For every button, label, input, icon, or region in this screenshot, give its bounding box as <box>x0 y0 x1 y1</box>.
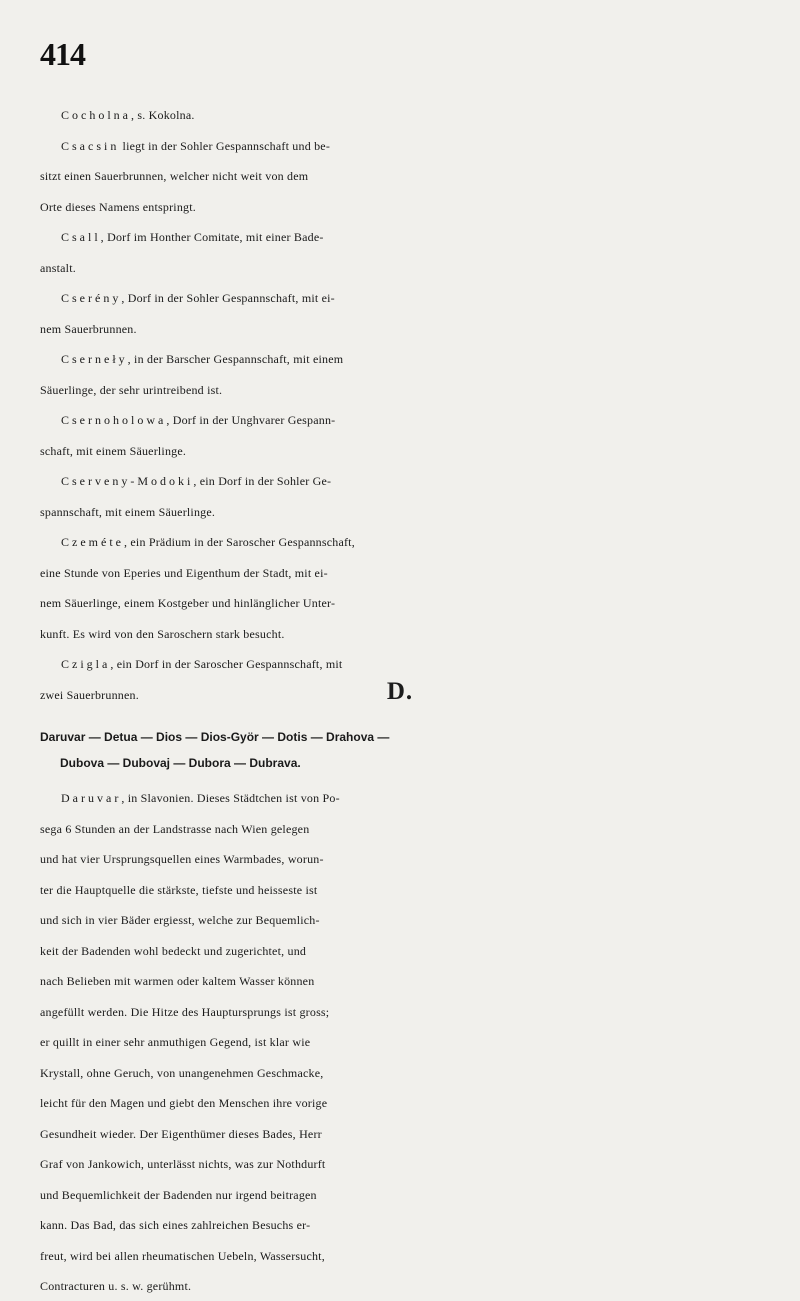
entry-text: leicht für den Magen und giebt den Menschen ihre vorige <box>40 1096 328 1110</box>
entry-text: sega 6 Stunden an der Landstrasse nach Wien gelegen <box>40 821 310 836</box>
text-line <box>0 497 800 527</box>
entry-text: kunft. Es wird von den Saroschern stark besucht. <box>40 626 285 641</box>
text-line <box>0 527 800 557</box>
entry-text: Orte dieses Namens entspringt. <box>40 199 196 214</box>
entry-headword: Cserény <box>61 291 122 305</box>
index-line: Dubova — Dubovaj — Dubora — Dubrava. <box>60 756 301 770</box>
text-line <box>0 100 800 130</box>
text-line <box>0 844 800 874</box>
entry-headword: Csacsin <box>61 138 120 153</box>
text-line <box>0 1210 800 1240</box>
entry-text: eine Stunde von Eperies und Eigenthum der Stadt, mit ei- <box>40 565 328 580</box>
text-line <box>0 222 800 252</box>
entry-text: Gesundheit wieder. Der Eigenthümer dieses Bades, Herr <box>40 1126 322 1141</box>
entry-text: , ein Prädium in der Saroscher Gespannschaft, <box>123 535 355 549</box>
text-line <box>0 936 800 966</box>
entry-text: nem Sauerbrunnen. <box>40 321 137 336</box>
text-line <box>0 619 800 649</box>
entry-text: , s. Kokolna. <box>131 108 195 122</box>
entry-text: Säuerlinge, der sehr urintreibend ist. <box>40 382 223 397</box>
text-line <box>0 436 800 466</box>
entry-text: freut, wird bei allen rheumatischen Uebeln, Wassersucht, <box>40 1248 325 1263</box>
entry-text: , Dorf im Honther Comitate, mit einer Bade- <box>100 230 324 244</box>
text-line <box>0 1088 800 1118</box>
entry-text: Contracturen u. s. w. gerühmt. <box>40 1279 192 1293</box>
entry-headword: Cocholna <box>61 108 131 122</box>
entry-text: , ein Dorf in der Saroscher Gespannschaft, mit <box>110 657 343 671</box>
text-line <box>0 131 800 161</box>
entry-text: sitzt einen Sauerbrunnen, welcher nicht weit von dem <box>40 169 309 183</box>
text-line <box>0 1149 800 1179</box>
text-line <box>0 344 800 374</box>
entry-text: Graf von Jankowich, unterlässt nichts, was zur Nothdurft <box>40 1157 326 1171</box>
entry-headword: Cserneły <box>61 352 128 366</box>
entry-text: liegt in der Sohler Gespannschaft und be- <box>119 138 331 153</box>
entry-text: und hat vier Ursprungsquellen eines Warmbades, worun- <box>40 852 324 866</box>
entry-text: zwei Sauerbrunnen. <box>40 687 139 702</box>
text-line <box>0 1271 800 1301</box>
entry-text: und sich in vier Bäder ergiesst, welche zur Bequemlich- <box>40 913 320 927</box>
text-line <box>0 466 800 496</box>
text-line <box>0 405 800 435</box>
entry-text: und Bequemlichkeit der Badenden nur irgend beitragen <box>40 1187 317 1202</box>
entry-headword: Czeméte <box>61 535 124 549</box>
entry-text: schaft, mit einem Säuerlinge. <box>40 443 187 458</box>
entry-text: , ein Dorf in der Sohler Ge- <box>193 474 332 488</box>
section-heading: D. <box>386 678 414 705</box>
entry-text: , Dorf in der Sohler Gespannschaft, mit ei- <box>121 291 335 305</box>
entry-headword: Daruvar <box>61 791 122 805</box>
text-line <box>0 649 800 679</box>
entry-text: , in der Barscher Gespannschaft, mit einem <box>127 352 344 366</box>
text-line <box>0 1027 800 1057</box>
entry-text: Krystall, ohne Geruch, von unangenehmen Geschmacke, <box>40 1065 324 1080</box>
text-line <box>0 814 800 844</box>
text-line <box>0 1119 800 1149</box>
page-number: 414 <box>40 36 85 72</box>
text-line <box>0 192 800 222</box>
text-line <box>0 1058 800 1088</box>
entry-text: nem Säuerlinge, einem Kostgeber und hinlänglicher Unter- <box>40 596 336 610</box>
text-line <box>0 783 800 813</box>
index-line: Daruvar — Detua — Dios — Dios-Györ — Dotis — Drahova — <box>40 730 390 744</box>
entry-text: kann. Das Bad, das sich eines zahlreichen Besuchs er- <box>40 1218 311 1232</box>
text-line <box>0 1241 800 1271</box>
text-line <box>0 1180 800 1210</box>
entry-headword: Cserveny-Modoki <box>61 474 194 488</box>
text-line <box>0 283 800 313</box>
text-line <box>0 253 800 283</box>
entry-text: ter die Hauptquelle die stärkste, tiefste und heisseste ist <box>40 882 318 897</box>
entry-headword: Czigla <box>61 657 111 671</box>
entry-text: nach Belieben mit warmen oder kaltem Wasser können <box>40 974 315 988</box>
text-line <box>0 375 800 405</box>
text-line <box>0 997 800 1027</box>
entry-text: , in Slavonien. Dieses Städtchen ist von Po- <box>121 791 340 805</box>
entry-text: er quillt in einer sehr anmuthigen Gegend, ist klar wie <box>40 1035 311 1049</box>
text-line <box>0 588 800 618</box>
entry-text: anstalt. <box>40 260 76 275</box>
text-line <box>0 161 800 191</box>
entry-text: angefüllt werden. Die Hitze des Hauptursprungs ist gross; <box>40 1004 330 1019</box>
text-line <box>0 905 800 935</box>
text-line <box>0 558 800 588</box>
entry-text: spannschaft, mit einem Säuerlinge. <box>40 504 216 519</box>
text-line <box>0 875 800 905</box>
entry-text: , Dorf in der Unghvarer Gespann- <box>166 413 336 427</box>
entry-headword: Csernoholowa <box>61 413 167 427</box>
entry-text: keit der Badenden wohl bedeckt und zugerichtet, und <box>40 943 307 958</box>
text-line <box>0 314 800 344</box>
entry-headword: Csall <box>61 230 101 244</box>
text-line <box>0 966 800 996</box>
